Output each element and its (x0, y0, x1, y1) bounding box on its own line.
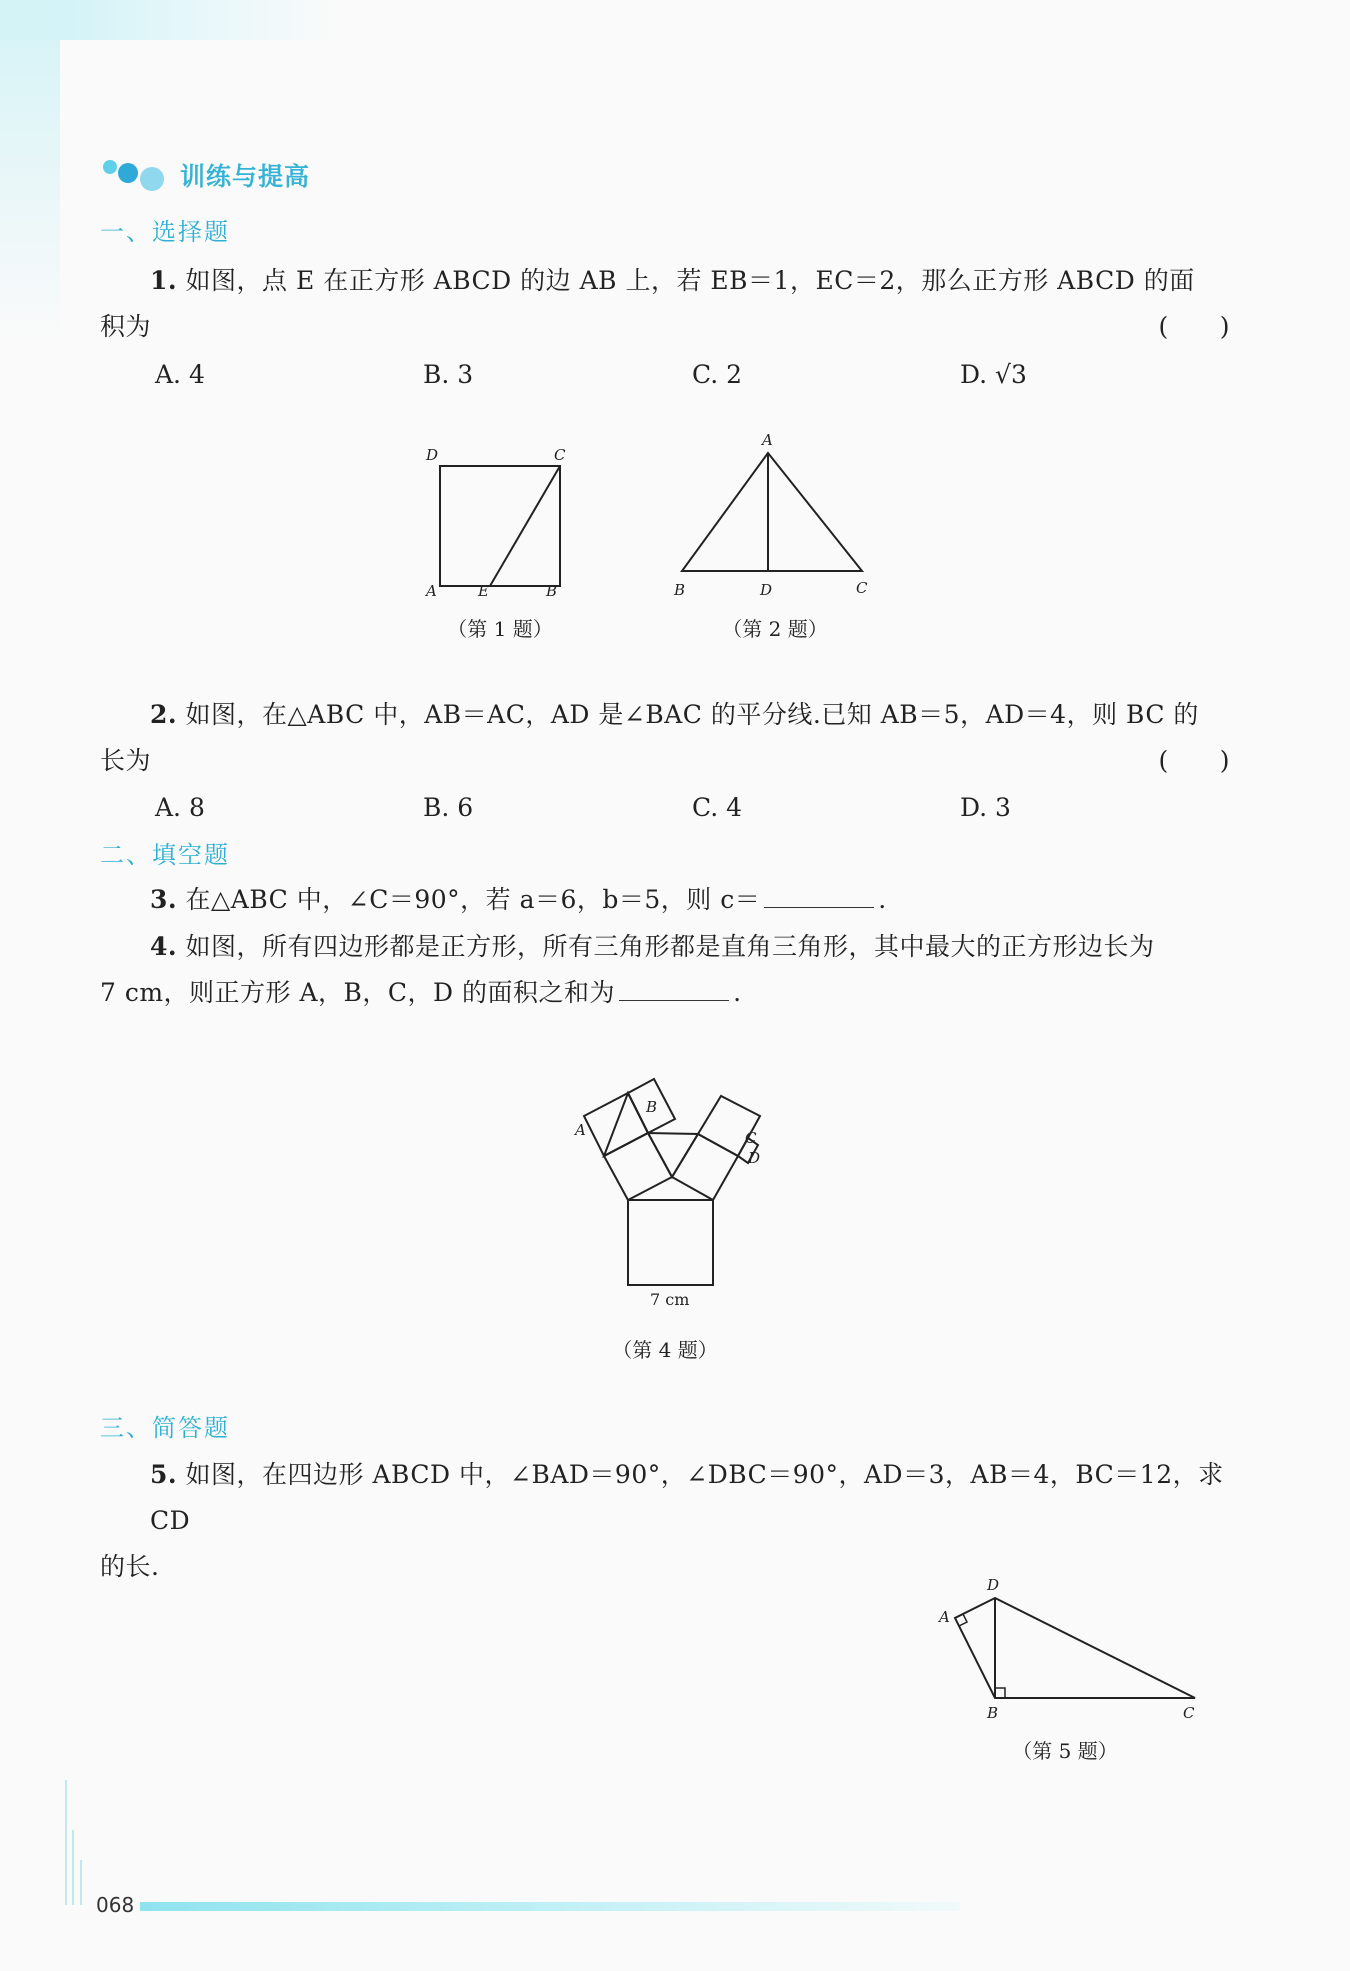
figure-1-caption: （第 1 题） (447, 617, 553, 641)
label-D: D (748, 1149, 761, 1167)
answer-paren: ( ) (1158, 312, 1230, 341)
figure-5-caption: （第 5 题） (1012, 1739, 1118, 1763)
question-text: 如图，所有四边形都是正方形，所有三角形都是直角三角形，其中最大的正方形边长为 (177, 932, 1155, 961)
label-D: D (426, 446, 439, 464)
question-number: 4. (150, 932, 178, 961)
label-E: E (478, 582, 489, 600)
question-4 (100, 924, 1230, 1016)
option-a: A. 8 (155, 793, 205, 822)
page-number: 068 (96, 1893, 135, 1917)
question-2 (100, 692, 1230, 784)
question-number: 5. (150, 1460, 178, 1489)
question-text-cont: 积为 (100, 312, 152, 341)
figure-2 (660, 425, 880, 610)
section-choice-title: 一、选择题 (100, 218, 230, 246)
question-text-cont: 的长. (100, 1552, 160, 1581)
answer-paren: ( ) (1158, 746, 1230, 775)
answer-blank[interactable] (764, 885, 874, 908)
period: . (733, 978, 742, 1007)
margin-line (80, 1860, 82, 1905)
section-fill-title: 二、填空题 (100, 841, 230, 869)
figure-4 (520, 1035, 800, 1315)
question-text-cont: 长为 (100, 746, 152, 775)
label-A: A (762, 431, 773, 449)
question-text-cont: 7 cm，则正方形 A，B，C，D 的面积之和为 (100, 978, 616, 1007)
section-answer-title: 三、简答题 (100, 1414, 230, 1442)
option-b: B. 6 (423, 793, 474, 822)
figure-2-caption: （第 2 题） (722, 617, 828, 641)
footer-bar (140, 1902, 960, 1911)
label-C: C (554, 446, 566, 464)
figure-4-caption: （第 4 题） (612, 1338, 718, 1362)
question-text: 如图，在△ABC 中，AB＝AC，AD 是∠BAC 的平分线.已知 AB＝5，AD＝4，则 BC 的 (177, 700, 1199, 729)
label-A: A (575, 1121, 586, 1139)
label-B: B (987, 1704, 999, 1722)
question-number: 1. (150, 266, 178, 295)
label-B: B (646, 1098, 658, 1116)
question-3 (100, 877, 1230, 923)
section-header (100, 150, 310, 200)
answer-blank[interactable] (619, 978, 729, 1001)
option-a: A. 4 (155, 360, 205, 389)
margin-line (65, 1780, 67, 1905)
question-number: 3. (150, 885, 178, 914)
option-d: D. √3 (960, 360, 1027, 389)
question-text: 如图，在四边形 ABCD 中，∠BAD＝90°，∠DBC＝90°，AD＝3，AB＝4，BC＝12，求 CD (150, 1460, 1224, 1535)
option-c: C. 4 (692, 793, 743, 822)
header-title: 训练与提高 (180, 162, 311, 191)
label-C: C (856, 579, 868, 597)
label-A: A (939, 1608, 950, 1626)
label-B: B (546, 582, 558, 600)
label-A: A (426, 582, 437, 600)
side-label: 7 cm (650, 1290, 690, 1309)
question-number: 2. (150, 700, 178, 729)
option-b: B. 3 (423, 360, 474, 389)
question-1 (100, 258, 1230, 350)
label-C: C (745, 1129, 757, 1147)
period: . (878, 885, 887, 914)
label-B: B (674, 581, 686, 599)
label-C: C (1183, 1704, 1195, 1722)
label-D: D (760, 581, 773, 599)
figure-5 (925, 1570, 1210, 1730)
label-D: D (987, 1576, 1000, 1594)
question-text: 在△ABC 中，∠C＝90°，若 a＝6，b＝5，则 c＝ (177, 885, 761, 914)
bubbles-icon (100, 155, 170, 195)
margin-line (72, 1830, 74, 1905)
option-c: C. 2 (692, 360, 743, 389)
corner-decoration-vertical (0, 0, 60, 340)
figure-1 (410, 440, 590, 610)
question-text: 如图，点 E 在正方形 ABCD 的边 AB 上，若 EB＝1，EC＝2，那么正方形 ABCD 的面 (177, 266, 1195, 295)
option-d: D. 3 (960, 793, 1011, 822)
